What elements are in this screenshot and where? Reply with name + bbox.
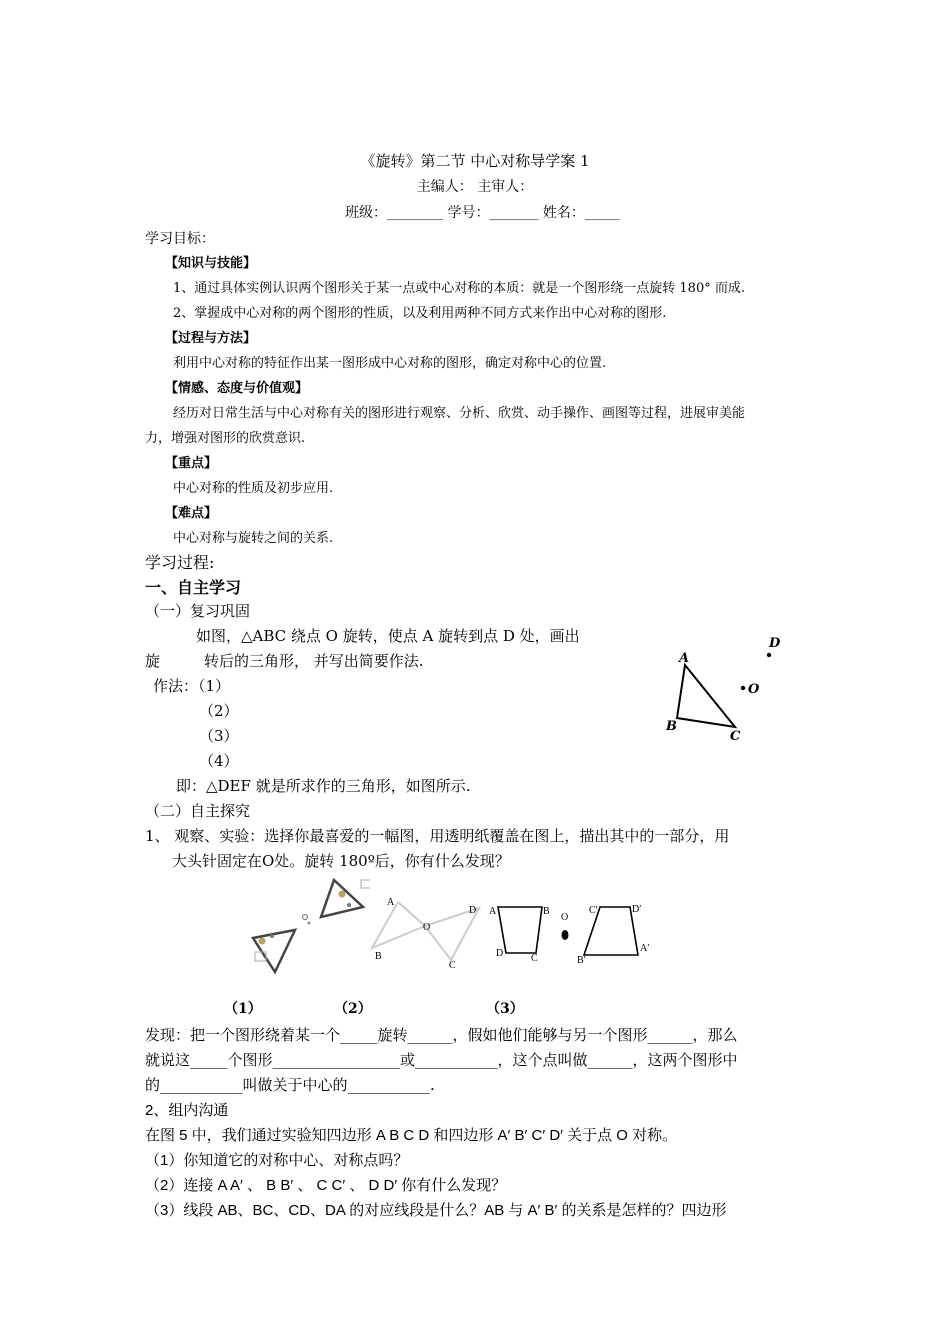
group-discuss-title: 2、组内沟通 [145, 1102, 229, 1119]
review-line-1: 如图，△ABC 绕点 O 旋转，使点 A 旋转到点 D 处，画出 [196, 627, 580, 645]
point-d [767, 653, 771, 657]
upper-small-dot [347, 903, 351, 907]
label-c: C [730, 729, 741, 744]
group-discuss-intro: 在图 5 中，我们通过实验知四边形 A B C D 和四边形 A′ B′ C′ D′ 关于点 O 对称。 [145, 1127, 678, 1144]
group-question-2: （2）连接 A A′ 、 B B′ 、 C C′ 、 D D′ 你有什么发现？ [145, 1177, 507, 1194]
lower-small-dot [270, 934, 274, 938]
part1-heading: 一、自主学习 [145, 578, 242, 597]
upper-triangle [321, 880, 363, 917]
label-o: O [748, 682, 760, 697]
method-step-3: （3） [199, 727, 239, 745]
explore-q1-line-1: 1、 观察、实验：选择你最喜爱的一幅图，用透明纸覆盖在图上，描出其中的一部分，用 [145, 827, 730, 845]
fig3-label-d: D [496, 948, 504, 959]
fig3-label-o: O [561, 912, 569, 923]
fig2-label-c: C [449, 960, 456, 971]
group-question-3: （3）线段 AB、BC、CD、DA 的对应线段是什么？AB 与 A′ B′ 的关系是怎样的？四边形 [145, 1202, 727, 1219]
center-pin-dot [308, 922, 311, 925]
fig3-label-b-prime: B′ [577, 955, 586, 966]
review-line-2a: 旋 [145, 652, 161, 670]
fig3-label-b: B [543, 906, 550, 917]
review-result: 即：△DEF 就是所求作的三角形，如图所示. [176, 777, 471, 795]
fig3-label-a-prime: A′ [640, 943, 650, 954]
point-o [741, 686, 745, 690]
knowledge-item-2: 2、掌握成中心对称的两个图形的性质，以及利用两种不同方式来作出中心对称的图形. [173, 306, 667, 321]
process-text: 利用中心对称的特征作出某一图形成中心对称的图形，确定对称中心的位置. [173, 356, 607, 371]
explore-title: （二）自主探究 [145, 802, 251, 820]
triangle-abo [372, 902, 425, 948]
key-text: 中心对称的性质及初步应用. [173, 481, 334, 496]
method-step-1: 作法：（1） [153, 677, 231, 695]
figure-label-1: （1） [224, 1001, 262, 1017]
figure-label-2: （2） [334, 1001, 372, 1017]
fig2-label-d: D [469, 905, 477, 916]
page-title: 《旋转》第二节 中心对称导学案 1 [360, 152, 590, 170]
finding-line-2: 就说这_____个图形_________________或___________，这个点叫做______，这两个图形中 [145, 1051, 738, 1069]
fig3-label-d-prime: D′ [632, 904, 642, 915]
method-step-2: （2） [199, 702, 239, 720]
fig2-label-b: B [375, 951, 382, 962]
triangle-figure [655, 630, 805, 745]
center-pin [303, 915, 308, 920]
emotion-line-1: 经历对日常生活与中心对称有关的图形进行观察、分析、欣赏、动手操作、画图等过程，进展审美能 [173, 406, 746, 421]
fig3-label-c-prime: C′ [589, 905, 598, 916]
finding-line-1: 发现：把一个图形绕着某一个_____旋转______，假如他们能够与另一个图形______，那么 [145, 1026, 738, 1044]
group-question-1: （1）你知道它的对称中心、对称点吗？ [145, 1152, 409, 1169]
emotion-line-2: 力，增强对图形的欣赏意识. [145, 431, 306, 446]
upper-tag [361, 880, 370, 888]
objectives-heading: 学习目标： [145, 231, 215, 247]
lower-dot [259, 938, 266, 945]
fig2-label-o: O [423, 922, 431, 933]
figure-1-triangles [245, 872, 370, 977]
label-a: A [679, 651, 690, 666]
student-info-line: 班级：________ 学号：_______ 姓名：_____ [345, 205, 620, 221]
quad-abcd [498, 907, 542, 953]
figure-2-triangles [365, 890, 490, 975]
label-b: B [666, 719, 677, 734]
lower-triangle [253, 930, 295, 972]
fig3-label-a: A [489, 906, 497, 917]
center-o-dot [562, 930, 569, 940]
knowledge-item-1: 1、通过具体实例认识两个图形关于某一点或中心对称的本质：就是一个图形绕一点旋转 180° 而成. [173, 281, 745, 296]
fig2-label-a: A [387, 897, 395, 908]
label-d: D [769, 636, 781, 651]
triangle-abc [677, 665, 735, 727]
upper-dot [339, 891, 346, 898]
emotion-label: 【情感、态度与价值观】 [165, 381, 309, 396]
knowledge-label: 【知识与技能】 [165, 256, 257, 271]
explore-q1-line-2: 大头针固定在O处。旋转 180º后，你有什么发现？ [172, 852, 510, 870]
difficult-text: 中心对称与旋转之间的关系. [173, 531, 334, 546]
process-label: 【过程与方法】 [165, 331, 257, 346]
finding-line-3: 的___________叫做关于中心的___________. [145, 1076, 435, 1094]
review-line-2b: 转后的三角形， 并写出简要作法. [204, 652, 424, 670]
difficult-label: 【难点】 [165, 506, 218, 521]
review-title: （一）复习巩固 [145, 602, 251, 620]
process-heading: 学习过程: [145, 553, 215, 572]
key-label: 【重点】 [165, 456, 218, 471]
fig3-label-c: C [531, 953, 538, 964]
figure-3-quadrilaterals [485, 895, 660, 975]
figure-label-3: （3） [486, 1001, 524, 1017]
editors-line: 主编人： 主审人： [416, 179, 534, 195]
method-step-4: （4） [199, 752, 239, 770]
